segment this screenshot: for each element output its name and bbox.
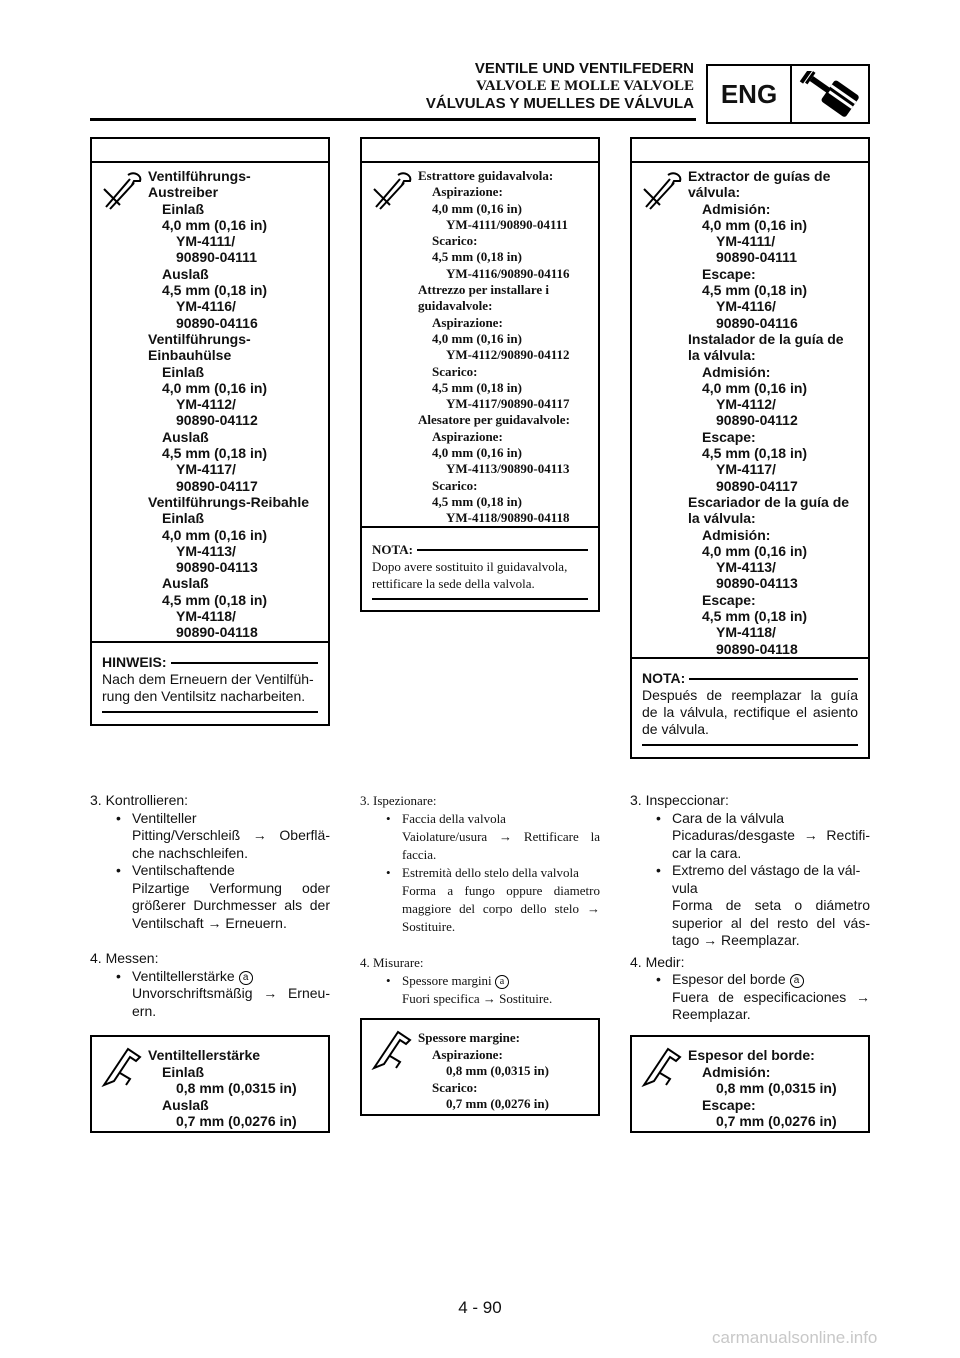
watermark: carmanualsonline.info: [712, 1328, 878, 1347]
tool-name: Extractor de guías de: [688, 168, 831, 184]
tool-size: 4,0 mm (0,16 in): [162, 526, 268, 543]
spec-value: 0,7 mm (0,0276 in): [176, 1113, 297, 1129]
tool-number: YM-4118/: [176, 608, 236, 625]
tool-number: YM-4112/: [716, 396, 776, 413]
bullet-item: • Extremo del vástago de la vál-: [656, 862, 870, 880]
caliper-icon: [370, 1028, 414, 1072]
wrench-tools-icon: [100, 169, 144, 213]
spec-box-spanish: [630, 1035, 870, 1133]
note-line: de válvula.: [642, 721, 709, 737]
tool-number: 90890-04113: [176, 559, 258, 576]
spec-title: Spessore margine:: [418, 1030, 520, 1045]
tool-number: YM-4117/: [176, 461, 236, 478]
step-4-title: 4. Medir:: [630, 953, 685, 970]
tool-name: la válvula:: [688, 510, 756, 527]
steps-italian: [360, 792, 600, 1008]
tool-name: guidavalvole:: [418, 298, 493, 314]
spec-title: Ventiltellerstärke: [148, 1047, 261, 1063]
tool-label: Scarico:: [432, 477, 478, 493]
tool-size: 4,0 mm (0,16 in): [432, 200, 522, 216]
tool-label: Auslaß: [162, 575, 209, 592]
note-line: rung den Ventilsitz nacharbeiten.: [102, 688, 306, 704]
bullet-item: • Ventilteller: [116, 810, 330, 828]
tool-name: Ventilführungs-Reibahle: [148, 493, 310, 510]
tool-number: 90890-04116: [716, 314, 798, 331]
tool-number: YM-4117/90890-04117: [446, 396, 570, 412]
tool-number: 90890-04113: [716, 575, 798, 592]
bullet-text: Ventilschaft → Erneuern.: [132, 914, 287, 931]
tool-size: 4,0 mm (0,16 in): [702, 542, 808, 559]
step-3-title: 3. Kontrollieren:: [90, 792, 189, 808]
note-line: rettificare la sede della valvola.: [372, 576, 535, 591]
title-german: VENTILE UND VENTILFEDERN: [474, 60, 694, 77]
tool-label: Aspirazione:: [432, 314, 503, 330]
tool-label: Einlaß: [162, 363, 205, 380]
special-tools-box-spanish: [630, 137, 870, 759]
steps-spanish: [630, 792, 870, 1024]
note-title: NOTA:: [372, 542, 413, 557]
bullet-text: tago → Reemplazar.: [672, 932, 800, 948]
tool-number: YM-4112/90890-04112: [446, 347, 570, 363]
tool-name: Instalador de la guía de: [688, 330, 844, 347]
tool-number: 90890-04118: [176, 624, 258, 641]
tool-name: Ventilführungs-: [148, 168, 251, 184]
note-line: Nach dem Erneuern der Ventilfüh-: [102, 671, 314, 687]
tool-name: Estrattore guidavalvola:: [418, 168, 554, 183]
bullet-item: • Espesor del borde a: [656, 971, 870, 989]
caliper-icon: [640, 1045, 684, 1089]
tool-label: Escape:: [702, 428, 756, 445]
tool-label: Scarico:: [432, 233, 478, 249]
note-title: HINWEIS:: [102, 654, 167, 670]
tool-number: 90890-04117: [716, 477, 798, 494]
bullet-item: • Ventilschaftende: [116, 862, 330, 880]
bullet-text: größerer Durchmesser als der: [132, 897, 330, 913]
bullet-text: Picaduras/desgaste → Rectifi-: [672, 827, 870, 843]
tool-label: Auslaß: [162, 428, 209, 445]
tool-number: YM-4111/90890-04111: [446, 216, 569, 232]
tool-label: Aspirazione:: [432, 428, 503, 444]
spec-label: Aspirazione:: [432, 1046, 503, 1062]
tool-number: YM-4118/90890-04118: [446, 510, 570, 526]
bullet-text: Sostituire.: [402, 919, 456, 934]
note-line: Después de reemplazar la guía: [642, 687, 858, 703]
wrench-tools-icon: [370, 169, 414, 213]
tool-number: 90890-04111: [716, 249, 797, 266]
tool-size: 4,5 mm (0,18 in): [162, 445, 268, 462]
step-3-title: 3. Ispezionare:: [360, 793, 437, 808]
engine-piston-icon: [792, 66, 868, 122]
tool-number: 90890-04111: [176, 249, 257, 266]
bullet-text: car la cara.: [672, 844, 742, 861]
tool-name: válvula:: [688, 184, 741, 201]
marker-a: a: [495, 975, 509, 989]
tool-name: la válvula:: [688, 347, 756, 364]
bullet-item: • Faccia della valvola: [386, 810, 600, 828]
tool-number: 90890-04116: [176, 314, 258, 331]
step-3-title: 3. Inspeccionar:: [630, 792, 729, 808]
tool-label: Auslaß: [162, 265, 209, 282]
tool-size: 4,5 mm (0,18 in): [702, 282, 808, 299]
bullet-text: Pitting/Verschleiß → Oberflä-: [132, 827, 330, 843]
tool-number: YM-4113/90890-04113: [446, 461, 570, 477]
bullet-text: Pilzartige Verformung oder: [132, 879, 330, 896]
spec-label: Auslaß: [162, 1096, 209, 1113]
spec-value: 0,8 mm (0,0315 in): [446, 1063, 549, 1078]
bullet-text: Reemplazar.: [672, 1006, 751, 1022]
tool-size: 4,0 mm (0,16 in): [162, 379, 268, 396]
steps-german: [90, 792, 330, 1020]
section-label: ENG: [708, 66, 792, 122]
tool-name: Alesatore per guidavalvole:: [418, 412, 570, 428]
tool-number: YM-4111/: [176, 233, 236, 250]
note-german: [102, 654, 318, 713]
spec-label: Einlaß: [162, 1063, 205, 1080]
note-title: NOTA:: [642, 670, 686, 686]
tool-number: YM-4118/: [716, 624, 776, 641]
marker-a: a: [239, 971, 253, 985]
bullet-item: • Spessore margini a: [386, 972, 600, 990]
tool-number: 90890-04112: [176, 412, 258, 429]
tool-size: 4,0 mm (0,16 in): [702, 379, 808, 396]
marker-a: a: [790, 974, 804, 988]
tool-name: Attrezzo per installare i: [418, 282, 550, 298]
tool-number: YM-4116/: [716, 298, 776, 315]
wrench-tools-icon: [640, 169, 684, 213]
bullet-text: ern.: [132, 1002, 157, 1019]
tool-label: Admisión:: [702, 526, 771, 543]
tool-name: Einbauhülse: [148, 347, 232, 364]
tool-size: 4,5 mm (0,18 in): [702, 608, 808, 625]
tool-number: YM-4117/: [716, 461, 776, 478]
tool-size: 4,5 mm (0,18 in): [162, 282, 268, 299]
tool-label: Einlaß: [162, 200, 205, 217]
spec-value: 0,8 mm (0,0315 in): [716, 1080, 837, 1096]
spec-box-italian: [360, 1018, 600, 1116]
bullet-item: • Cara de la válvula: [656, 810, 870, 828]
note-line: de la válvula, rectifique el asiento: [642, 704, 858, 720]
tool-number: YM-4113/: [716, 559, 776, 576]
tool-size: 4,0 mm (0,16 in): [162, 216, 268, 233]
spec-value: 0,7 mm (0,0276 in): [446, 1096, 549, 1111]
step-4-title: 4. Misurare:: [360, 955, 424, 970]
page-number: 4 - 90: [458, 1298, 502, 1317]
bullet-text: maggiore del corpo dello stelo →: [402, 901, 600, 916]
spec-value: 0,8 mm (0,0315 in): [176, 1080, 297, 1096]
tool-size: 4,0 mm (0,16 in): [432, 330, 522, 346]
tool-number: YM-4112/: [176, 396, 236, 413]
tool-name: Austreiber: [148, 184, 219, 201]
tool-number: YM-4111/: [716, 233, 776, 250]
spec-box-german: [90, 1035, 330, 1133]
bullet-text: vula: [672, 879, 698, 896]
note-line: Dopo avere sostituito il guidavalvola,: [372, 559, 568, 574]
spec-label: Escape:: [702, 1096, 756, 1113]
tool-label: Admisión:: [702, 200, 771, 217]
tool-number: YM-4116/: [176, 298, 236, 315]
tool-number: YM-4116/90890-04116: [446, 265, 570, 281]
tool-size: 4,5 mm (0,18 in): [162, 591, 268, 608]
section-badge: [706, 64, 870, 124]
header-rule: [90, 118, 696, 121]
bullet-item: • Estremità dello stelo della valvola: [386, 864, 600, 882]
note-italian: [372, 541, 588, 600]
bullet-text: faccia.: [402, 847, 437, 862]
tool-label: Aspirazione:: [432, 184, 503, 200]
tool-size: 4,5 mm (0,18 in): [702, 445, 808, 462]
tool-number: 90890-04118: [716, 640, 798, 657]
tool-label: Scarico:: [432, 363, 478, 379]
tool-size: 4,0 mm (0,16 in): [702, 216, 808, 233]
spec-label: Scarico:: [432, 1079, 478, 1095]
tool-size: 4,0 mm (0,16 in): [432, 445, 522, 461]
tool-size: 4,5 mm (0,18 in): [432, 379, 522, 395]
tool-size: 4,5 mm (0,18 in): [432, 493, 522, 509]
title-spanish: VÁLVULAS Y MUELLES DE VÁLVULA: [425, 95, 694, 112]
bullet-text: Vaiolature/usura → Rettificare la: [402, 829, 600, 844]
title-italian: VALVOLE E MOLLE VALVOLE: [476, 78, 694, 94]
caliper-icon: [100, 1045, 144, 1089]
bullet-text: Unvorschriftsmäßig → Erneu-: [132, 985, 330, 1001]
bullet-text: Forma de seta o diámetro: [672, 897, 870, 913]
spec-value: 0,7 mm (0,0276 in): [716, 1113, 837, 1129]
bullet-text: che nachschleifen.: [132, 844, 248, 861]
tool-label: Admisión:: [702, 363, 771, 380]
tool-name: Escariador de la guía de: [688, 493, 850, 510]
tool-label: Escape:: [702, 591, 756, 608]
bullet-text: superior al del resto del vás-: [672, 914, 870, 931]
step-4-title: 4. Messen:: [90, 950, 159, 966]
bullet-item: • Ventiltellerstärke a: [116, 968, 330, 986]
bullet-text: Forma a fungo oppure diametro: [402, 883, 600, 898]
tool-label: Einlaß: [162, 510, 205, 527]
tool-number: YM-4113/: [176, 542, 236, 559]
special-tools-box-italian: [360, 137, 600, 612]
tool-label: Escape:: [702, 265, 756, 282]
bullet-text: Fuera de especificaciones →: [672, 988, 870, 1005]
special-tools-box-german: [90, 137, 330, 726]
tool-number: 90890-04117: [176, 477, 258, 494]
note-spanish: [642, 670, 858, 746]
spec-title: Espesor del borde:: [688, 1047, 815, 1063]
tool-name: Ventilführungs-: [148, 330, 251, 347]
tool-number: 90890-04112: [716, 412, 798, 429]
bullet-text: Fuori specifica → Sostituire.: [402, 991, 553, 1006]
spec-label: Admisión:: [702, 1063, 771, 1080]
tool-size: 4,5 mm (0,18 in): [432, 249, 522, 265]
